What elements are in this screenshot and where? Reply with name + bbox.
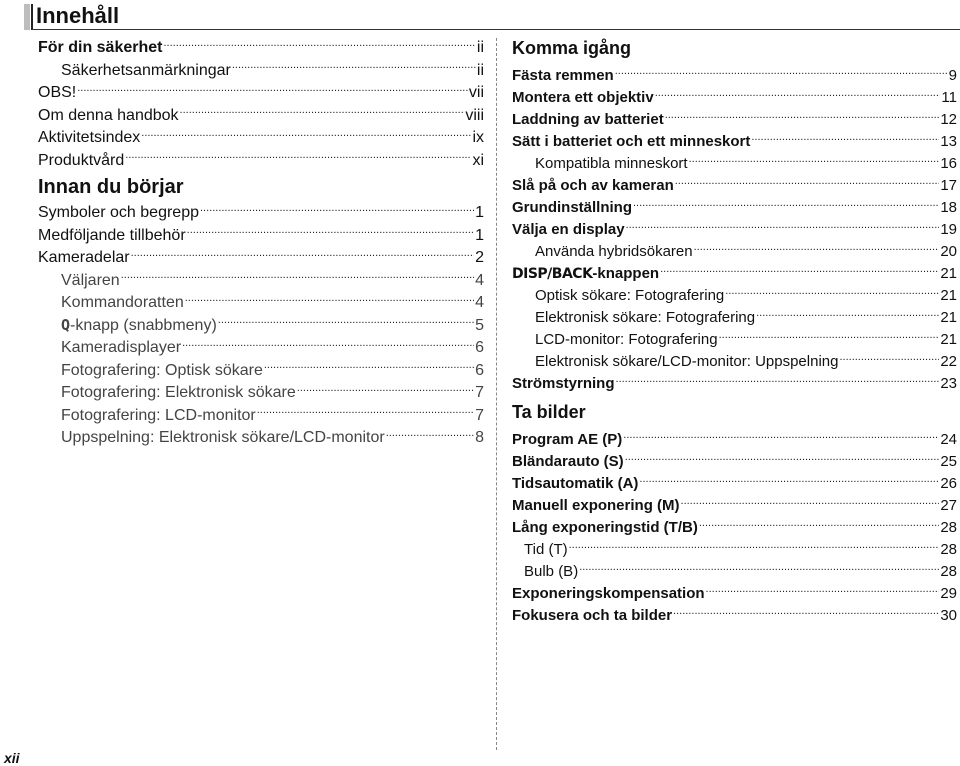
toc-entry-title: Välja en display: [512, 221, 625, 238]
toc-entry-page: 11: [941, 89, 957, 106]
dot-leader: [386, 426, 474, 442]
page-title: Innehåll: [36, 3, 120, 28]
toc-entry-title: Tid (T): [524, 541, 568, 558]
toc-entry-page: 13: [940, 133, 957, 150]
dot-leader: [257, 404, 474, 420]
header-rule: [32, 29, 960, 30]
dot-leader: [125, 149, 471, 165]
toc-entry[interactable]: [512, 219, 957, 241]
toc-entry-page: 30: [940, 607, 957, 624]
toc-entry-page: 24: [940, 431, 957, 448]
toc-entry[interactable]: [512, 539, 957, 561]
toc-entry-title: Grundinställning: [512, 199, 632, 216]
toc-entry-title: Slå på och av kameran: [512, 177, 674, 194]
toc-entry[interactable]: [38, 314, 484, 337]
dot-leader: [694, 241, 940, 256]
toc-entry[interactable]: [38, 359, 484, 382]
toc-entry[interactable]: [38, 291, 484, 314]
toc-entry-page: 7: [475, 406, 484, 424]
dot-leader: [655, 87, 941, 102]
toc-entry[interactable]: [512, 153, 957, 175]
toc-entry-title: Fotografering: Optisk sökare: [61, 361, 263, 379]
dot-leader: [756, 307, 939, 322]
toc-entry[interactable]: [38, 381, 484, 404]
toc-entry[interactable]: [512, 285, 957, 307]
dot-leader: [264, 359, 474, 375]
toc-entry-page: 12: [940, 111, 957, 128]
toc-entry[interactable]: [512, 307, 957, 329]
dot-leader: [121, 269, 474, 285]
dot-leader: [665, 109, 940, 124]
toc-entry-title: Fotografering: Elektronisk sökare: [61, 384, 296, 401]
toc-entry-page: 28: [940, 519, 957, 536]
toc-entry[interactable]: [512, 263, 957, 285]
toc-right-column: [512, 35, 957, 627]
toc-entry[interactable]: [38, 224, 484, 247]
toc-entry-title: Program AE (P): [512, 431, 623, 448]
section-heading: Ta bilder: [512, 402, 586, 422]
toc-entry-page: 18: [940, 199, 957, 216]
dot-leader: [633, 197, 939, 212]
toc-entry-page: 26: [940, 475, 957, 492]
toc-entry-page: 21: [940, 331, 957, 348]
toc-entry-page: 9: [948, 67, 957, 84]
dot-leader: [616, 373, 940, 388]
toc-entry[interactable]: [512, 583, 957, 605]
dot-leader: [699, 517, 939, 532]
toc-entry-title: -knapp (snabbmeny): [70, 316, 217, 334]
toc-entry-page: viii: [465, 106, 484, 124]
toc-entry-title: Kameradisplayer: [61, 339, 182, 356]
toc-entry[interactable]: [512, 241, 957, 263]
toc-entry-page: 1: [475, 226, 484, 244]
toc-entry-title: Säkerhetsanmärkningar: [61, 61, 231, 79]
toc-entry[interactable]: [512, 473, 957, 495]
toc-entry-title: Produktvård: [38, 151, 125, 169]
toc-entry-title: -knappen: [592, 265, 660, 282]
toc-left-column: [38, 36, 484, 449]
toc-entry-page: 6: [475, 361, 484, 379]
dot-leader: [626, 219, 940, 234]
toc-entry-page: ii: [476, 39, 484, 56]
section-heading: Komma igång: [512, 38, 632, 58]
toc-entry[interactable]: [38, 104, 484, 127]
toc-entry-page: 4: [475, 271, 484, 289]
toc-entry[interactable]: [512, 65, 957, 87]
toc-entry[interactable]: [38, 81, 484, 104]
toc-entry-title: Elektronisk sökare/LCD-monitor: Uppspelning: [535, 353, 839, 370]
toc-entry[interactable]: [38, 149, 484, 172]
dot-leader: [681, 495, 940, 510]
dot-leader: [625, 451, 940, 466]
dot-leader: [141, 126, 471, 142]
dot-leader: [639, 473, 939, 488]
toc-entry[interactable]: [512, 373, 957, 395]
toc-entry[interactable]: [38, 201, 484, 224]
toc-entry-page: 21: [940, 265, 957, 282]
dot-leader: [569, 539, 940, 554]
toc-entry[interactable]: [512, 517, 957, 539]
toc-entry-title: För din säkerhet: [38, 39, 163, 56]
toc-entry-title: Strömstyrning: [512, 375, 615, 392]
dot-leader: [725, 285, 939, 300]
toc-entry[interactable]: [512, 131, 957, 153]
toc-entry-title: Kommandoratten: [61, 294, 184, 311]
toc-entry-page: 20: [940, 243, 957, 260]
toc-entry-page: 19: [940, 221, 957, 238]
toc-entry-title: Uppspelning: Elektronisk sökare/LCD-monitor: [61, 429, 385, 446]
toc-entry[interactable]: [512, 87, 957, 109]
toc-entry-page: 29: [940, 585, 957, 602]
header-accent-bar: [24, 4, 30, 30]
toc-entry-page: 1: [475, 204, 484, 221]
dot-leader: [675, 175, 940, 190]
toc-entry-page: 21: [940, 287, 957, 304]
dot-leader: [185, 291, 474, 307]
toc-entry[interactable]: [38, 36, 484, 59]
toc-entry-title: Kompatibla minneskort: [535, 155, 688, 172]
toc-entry-page: 4: [475, 294, 484, 311]
toc-entry-title: Tidsautomatik (A): [512, 475, 639, 492]
toc-entry-title: Fotografering: LCD-monitor: [61, 406, 256, 424]
header-accent-line: [31, 4, 33, 30]
toc-entry[interactable]: [38, 269, 484, 292]
toc-entry[interactable]: [38, 404, 484, 427]
dot-leader: [673, 605, 939, 620]
toc-entry-title: Medföljande tillbehör: [38, 226, 186, 244]
dot-leader: [131, 246, 474, 262]
toc-entry-page: 28: [940, 563, 957, 580]
section-heading: Innan du börjar: [38, 176, 184, 198]
dot-leader: [163, 36, 475, 52]
dot-leader: [182, 336, 474, 352]
dot-leader: [719, 329, 940, 344]
dot-leader: [751, 131, 939, 146]
toc-entry[interactable]: [512, 429, 957, 451]
toc-entry[interactable]: [512, 495, 957, 517]
toc-entry-title: Symboler och begrepp: [38, 204, 199, 221]
toc-entry-page: 22: [940, 353, 957, 370]
toc-entry-title: Sätt i batteriet och ett minneskort: [512, 133, 751, 150]
dot-leader: [839, 351, 939, 366]
dot-leader: [180, 104, 465, 120]
page-number: xii: [4, 750, 20, 766]
toc-entry[interactable]: [38, 336, 484, 359]
toc-entry-title: Manuell exponering (M): [512, 497, 680, 514]
toc-entry-page: ii: [476, 61, 484, 79]
toc-entry-title: Montera ett objektiv: [512, 89, 654, 106]
disp-back-key-label: DISP/BACK: [512, 266, 593, 282]
toc-entry-page: 5: [475, 316, 484, 334]
toc-entry[interactable]: [512, 197, 957, 219]
q-button-icon: Q: [61, 315, 71, 334]
toc-entry[interactable]: [512, 561, 957, 583]
toc-entry-page: 17: [940, 177, 957, 194]
toc-entry-title: Väljaren: [61, 271, 120, 289]
dot-leader: [232, 59, 476, 75]
toc-entry-title: Kameradelar: [38, 249, 130, 266]
toc-entry-title: Om denna handbok: [38, 106, 179, 124]
dot-leader: [660, 263, 939, 278]
toc-entry[interactable]: [512, 451, 957, 473]
toc-entry-title: Elektronisk sökare: Fotografering: [535, 309, 756, 326]
dot-leader: [218, 314, 474, 330]
toc-entry-title: Fokusera och ta bilder: [512, 607, 673, 624]
toc-entry-title: Aktivitetsindex: [38, 129, 141, 146]
toc-entry-page: 2: [475, 249, 484, 266]
column-divider: [496, 38, 497, 750]
toc-entry-page: 23: [940, 375, 957, 392]
toc-entry-title: Laddning av batteriet: [512, 111, 664, 128]
dot-leader: [200, 201, 474, 217]
dot-leader: [77, 81, 468, 97]
page-header: [24, 4, 960, 30]
toc-entry[interactable]: [38, 246, 484, 269]
toc-entry-page: 16: [940, 155, 957, 172]
toc-entry-page: xi: [472, 151, 484, 169]
toc-entry-page: 27: [940, 497, 957, 514]
toc-entry[interactable]: [38, 426, 484, 449]
toc-entry-title: Bulb (B): [524, 563, 579, 580]
toc-entry[interactable]: [512, 605, 957, 627]
toc-entry-title: Optisk sökare: Fotografering: [535, 287, 725, 304]
toc-entry[interactable]: [38, 126, 484, 149]
toc-entry-page: 6: [475, 339, 484, 356]
toc-entry[interactable]: [38, 59, 484, 82]
toc-entry-title: Exponeringskompensation: [512, 585, 705, 602]
toc-entry[interactable]: [512, 351, 957, 373]
toc-entry-page: 25: [940, 453, 957, 470]
toc-entry-page: 7: [475, 384, 484, 401]
toc-entry-page: ix: [472, 129, 484, 146]
toc-entry-title: Bländarauto (S): [512, 453, 624, 470]
toc-entry-page: 8: [475, 429, 484, 446]
toc-entry[interactable]: [512, 109, 957, 131]
dot-leader: [187, 224, 474, 240]
toc-entry-page: 28: [940, 541, 957, 558]
dot-leader: [706, 583, 940, 598]
dot-leader: [297, 381, 474, 397]
toc-entry-page: 21: [940, 309, 957, 326]
toc-entry-title: LCD-monitor: Fotografering: [535, 331, 718, 348]
dot-leader: [689, 153, 940, 168]
toc-entry[interactable]: [512, 175, 957, 197]
dot-leader: [623, 429, 939, 444]
toc-entry-title: OBS!: [38, 84, 77, 101]
toc-entry-page: vii: [468, 84, 484, 101]
toc-entry-title: Lång exponeringstid (T/B): [512, 519, 698, 536]
dot-leader: [615, 65, 948, 80]
dot-leader: [579, 561, 939, 576]
toc-entry-title: Fästa remmen: [512, 67, 614, 84]
toc-entry-title: Använda hybridsökaren: [535, 243, 693, 260]
toc-entry[interactable]: [512, 329, 957, 351]
